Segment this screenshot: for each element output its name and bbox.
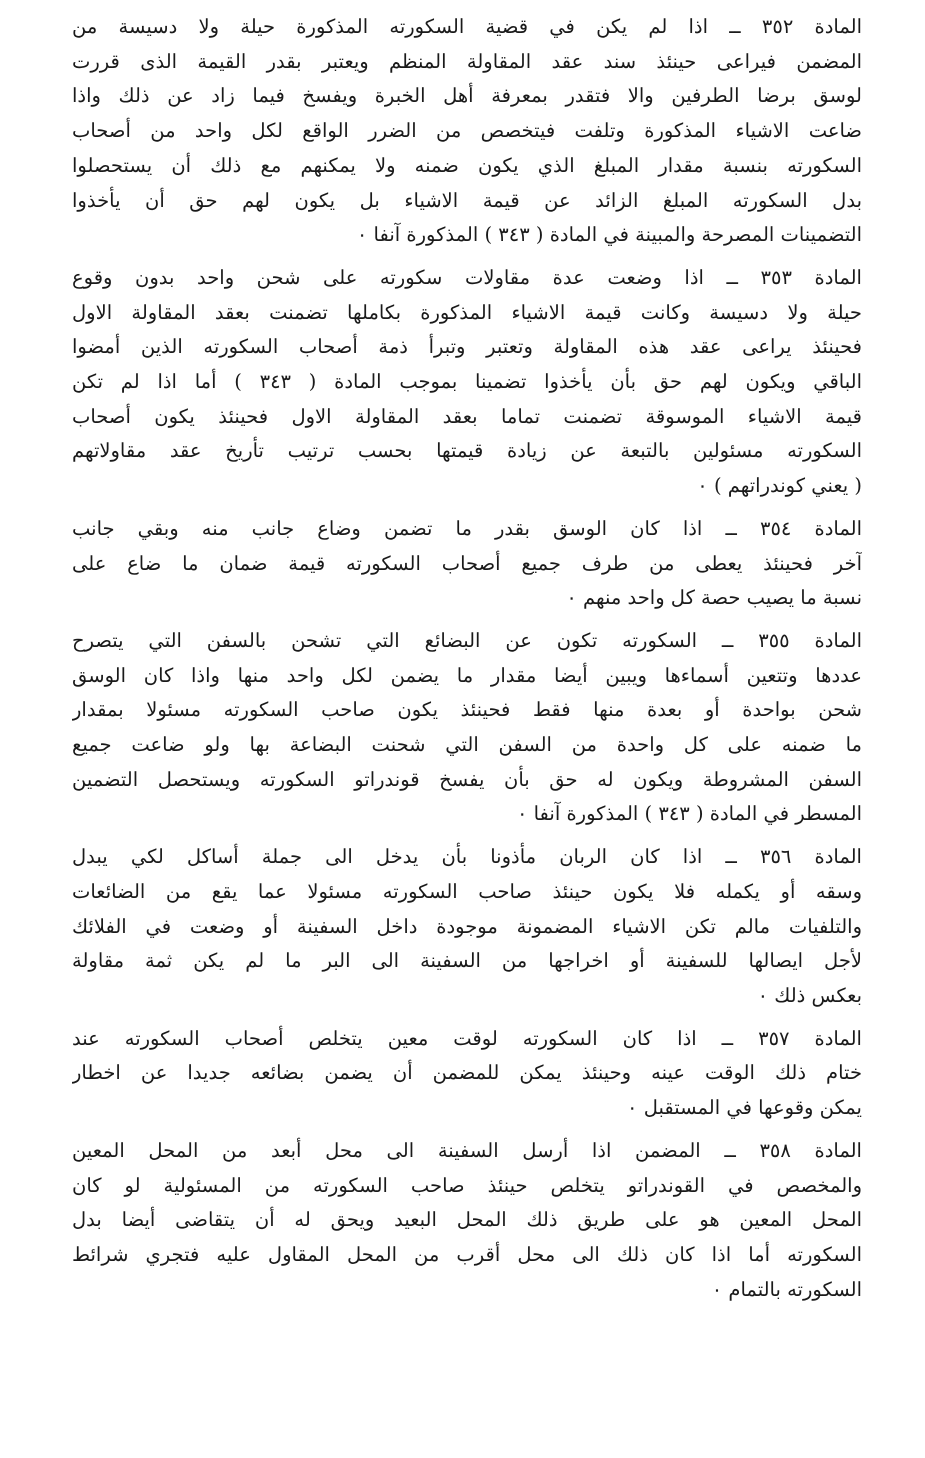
text-line: والمخصص في القوندراتو يتخلص حينئذ صاحب السكورته من المسئولية لو كان	[72, 1173, 862, 1197]
text-line: ما ضمنه على كل واحدة من السفن التي شحنت البضاعة بها ولو ضاعت جميع	[72, 733, 862, 757]
text-line: السكورته أما اذا كان ذلك الى محل أقرب من المحل المقاول عليه فتجري شرائط	[72, 1242, 862, 1266]
article-356	[72, 840, 862, 1014]
text-line: ختام ذلك الوقت عينه وحينئذ يمكن للمضمن أن يضمن بضائعه جديدا عن اخطار	[72, 1061, 862, 1085]
article-353	[72, 261, 862, 504]
text-line: نسبة ما يصيب حصة كل واحد منهم ٠	[566, 586, 862, 610]
document-page	[72, 10, 862, 1315]
text-line: السكورته بنسبة مقدار المبلغ الذي يكون ضمنه ولا يمكنهم مع ذلك أن يستحصلوا	[72, 153, 862, 177]
text-line: المادة ٣٥٥ ــ السكورته تكون عن البضائع التي تشحن بالسفن التي يتصرح	[72, 628, 862, 652]
text-line: المسطر في المادة ( ٣٤٣ ) المذكورة آنفا ٠	[516, 802, 862, 826]
text-line: السكورته مسئولين بالتبعة عن زيادة قيمتها بحسب ترتيب تأريخ عقد مقاولاتهم	[72, 439, 862, 463]
text-line: لأجل ايصالها للسفينة أو اخراجها من السفينة الى البر ما لم يكن ثمة مقاولة	[72, 949, 862, 973]
text-line: المادة ٣٥٢ ــ اذا لم يكن في قضية السكورته المذكورة حيلة ولا دسيسة من	[72, 15, 862, 38]
text-line: وسقه أو يكمله فلا يكون حينئذ صاحب السكورته مسئولا عما يقع من الضائعات	[72, 879, 862, 903]
text-line: والتلفيات مالم تكن الاشياء المضمونة موجودة داخل السفينة أو وضعت في الفلائك	[72, 914, 862, 938]
text-line: المادة ٣٥٦ ــ اذا كان الربان مأذونا بأن يدخل الى جملة أساكل لكي يبدل	[72, 845, 862, 869]
text-line: المضمن فيراعى حينئذ سند عقد المقاولة المنظم ويعتبر بقدر القيمة الذى قررت	[72, 49, 862, 73]
text-line: الباقي ويكون لهم حق بأن يأخذوا تضمينا بموجب المادة ( ٣٤٣ ) أما اذا لم تكن	[72, 370, 862, 394]
article-355	[72, 624, 862, 832]
text-line: بعكس ذلك ٠	[757, 983, 862, 1007]
article-352	[72, 10, 862, 253]
text-line: المحل المعين هو على طريق ذلك المحل البعيد ويحق له أن يتقاضى أيضا بدل	[72, 1208, 862, 1232]
text-line: فحينئذ يراعى عقد هذه المقاولة وتعتبر وتبرأ ذمة أصحاب السكورته الذين أمضوا	[72, 335, 862, 359]
text-line: التضمينات المصرحة والمبينة في المادة ( ٣٤٣ ) المذكورة آنفا ٠	[356, 223, 862, 247]
text-line: بدل السكورته المبلغ الزائد عن قيمة الاشياء بل يكون لهم حق أن يأخذوا	[72, 188, 862, 212]
text-line: السفن المشروطة ويكون له حق بأن يفسخ قوندراتو السكورته ويستحصل التضمين	[72, 767, 862, 791]
text-line: المادة ٣٥٣ ــ اذا وضعت عدة مقاولات سكورته على شحن واحد بدون وقوع	[72, 265, 862, 289]
text-line: السكورته بالتمام ٠	[711, 1277, 862, 1301]
text-line: شحن بواحدة أو بعدة منها فقط فحينئذ يكون صاحب السكورته مسئولا بمقدار	[72, 698, 862, 722]
text-line: عددها وتتعين أسماءها ويبين أيضا مقدار ما يضمن لكل واحد منها واذا كان الوسق	[72, 663, 862, 687]
text-line: آخر فحينئذ يعطى من طرف جميع أصحاب السكورته قيمة ضمان ما ضاع على	[72, 551, 862, 575]
text-line: حيلة ولا دسيسة وكانت قيمة الاشياء المذكورة بكاملها تضمنت بعقد المقاولة الاول	[72, 300, 862, 324]
article-357	[72, 1022, 862, 1126]
text-line: ( يعني كوندراتهم ) ٠	[697, 474, 862, 498]
article-358	[72, 1134, 862, 1308]
text-line: ضاعت الاشياء المذكورة وتلفت فيتخصص من الضرر الواقع لكل واحد من أصحاب	[72, 119, 862, 143]
text-line: يمكن وقوعها في المستقبل ٠	[627, 1096, 862, 1120]
text-line: لوسق برضا الطرفين والا فتقدر بمعرفة أهل الخبرة ويفسخ فيما زاد عن ذلك واذا	[72, 84, 862, 108]
text-line: المادة ٣٥٧ ــ اذا كان السكورته لوقت معين يتخلص أصحاب السكورته عند	[72, 1026, 862, 1050]
text-line: المادة ٣٥٨ ــ المضمن اذا أرسل السفينة الى محل أبعد من المحل المعين	[72, 1138, 862, 1162]
article-354	[72, 512, 862, 616]
text-line: قيمة الاشياء الموسوقة تضمنت تماما بعقد المقاولة الاول فحينئذ يكون أصحاب	[72, 404, 862, 428]
text-line: المادة ٣٥٤ ــ اذا كان الوسق بقدر ما تضمن وضاع جانب منه وبقي جانب	[72, 516, 862, 540]
